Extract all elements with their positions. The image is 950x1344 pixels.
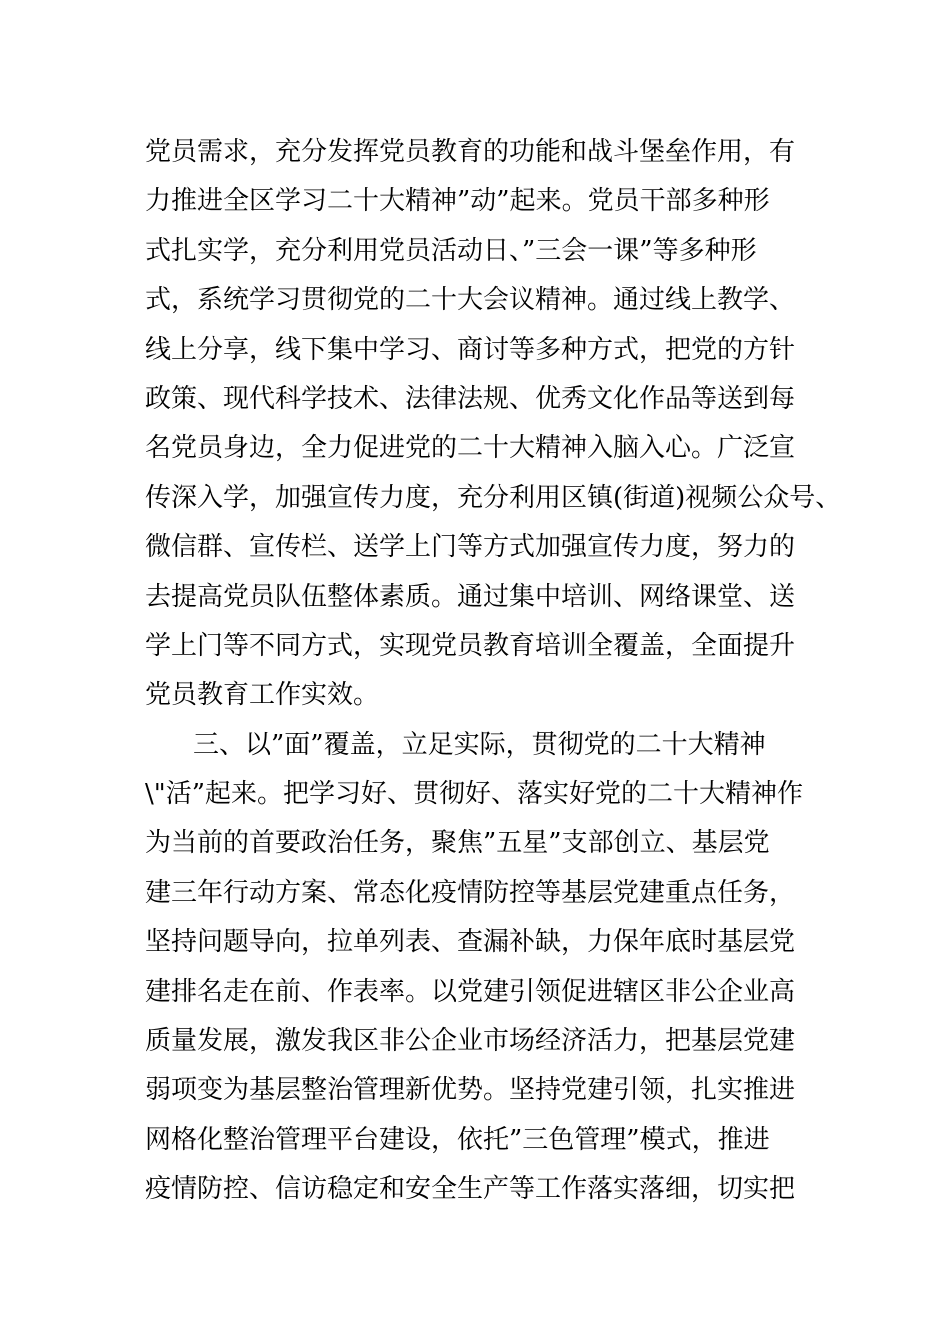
section-heading-line: 三、以”面”覆盖，立足实际，贯彻党的二十大精神 xyxy=(193,729,766,760)
text-line: 建三年行动方案、常态化疫情防控等基层党建重点任务， xyxy=(145,877,796,908)
text-line: 式扎实学，充分利用党员活动日、”三会一课”等多种形 xyxy=(145,235,757,266)
text-line: 为当前的首要政治任务，聚焦”五星”支部创立、基层党 xyxy=(145,828,770,859)
text-line: 微信群、宣传栏、送学上门等方式加强宣传力度，努力的 xyxy=(145,532,796,563)
text-line: 线上分享，线下集中学习、商讨等多种方式，把党的方针 xyxy=(145,334,796,365)
text-line: 网格化整治管理平台建设，依托”三色管理”模式，推进 xyxy=(145,1124,770,1155)
text-line: 党员需求，充分发挥党员教育的功能和战斗堡垒作用，有 xyxy=(145,137,796,167)
text-line: 建排名走在前、作表率。以党建引领促进辖区非公企业高 xyxy=(145,976,796,1007)
text-line: 坚持问题导向，拉单列表、查漏补缺，力保年底时基层党 xyxy=(145,927,796,958)
text-line: 疫情防控、信访稳定和安全生产等工作落实落细，切实把 xyxy=(145,1174,796,1205)
text-line: 传深入学，加强宣传力度，充分利用区镇(街道)视频公众号、 xyxy=(145,482,842,513)
text-line: 党员教育工作实效。 xyxy=(145,680,380,711)
text-line: 质量发展，激发我区非公企业市场经济活力，把基层党建 xyxy=(145,1026,796,1057)
text-line: 力推进全区学习二十大精神”动”起来。党员干部多种形 xyxy=(145,186,770,217)
text-line: 名党员身边，全力促进党的二十大精神入脑入心。广泛宣 xyxy=(145,433,796,464)
text-line: 政策、现代科学技术、法律法规、优秀文化作品等送到每 xyxy=(145,383,796,414)
text-line: 弱项变为基层整治管理新优势。坚持党建引领，扎实推进 xyxy=(145,1075,796,1106)
text-line: 学上门等不同方式，实现党员教育培训全覆盖，全面提升 xyxy=(145,630,796,661)
body-text xyxy=(145,128,845,1215)
text-line: 去提高党员队伍整体素质。通过集中培训、网络课堂、送 xyxy=(145,581,796,612)
text-line: 式，系统学习贯彻党的二十大会议精神。通过线上教学、 xyxy=(145,285,796,316)
text-line: \"活”起来。把学习好、贯彻好、落实好党的二十大精神作 xyxy=(145,779,804,810)
